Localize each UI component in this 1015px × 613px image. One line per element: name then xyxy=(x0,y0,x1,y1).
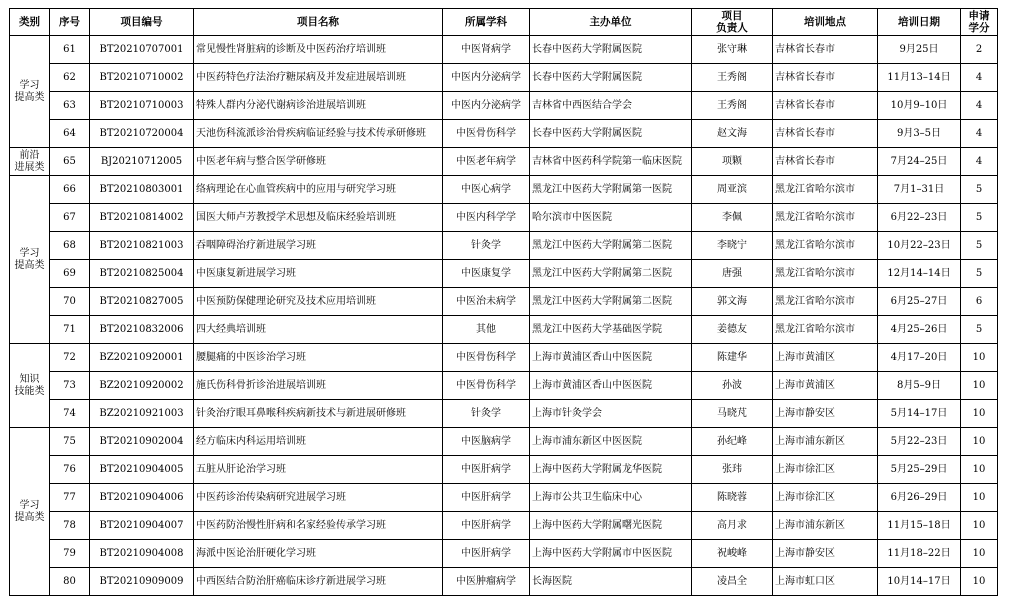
cell-code: BT20210904008 xyxy=(90,540,194,568)
cell-seq: 75 xyxy=(50,428,90,456)
cell-date: 10月22–23日 xyxy=(878,232,961,260)
cell-date: 6月26–29日 xyxy=(878,484,961,512)
cell-host: 黑龙江中医药大学附属第二医院 xyxy=(530,288,692,316)
cell-code: BT20210902004 xyxy=(90,428,194,456)
cell-credit: 4 xyxy=(961,92,998,120)
cell-leader: 凌昌全 xyxy=(692,568,773,596)
cell-name: 中医预防保健理论研究及技术应用培训班 xyxy=(194,288,443,316)
cell-leader: 项颗 xyxy=(692,148,773,176)
cell-credit: 5 xyxy=(961,204,998,232)
cell-discipline: 中医治未病学 xyxy=(443,288,530,316)
cell-discipline: 中医骨伤科学 xyxy=(443,120,530,148)
table-row xyxy=(10,64,998,92)
cell-discipline: 中医脑病学 xyxy=(443,428,530,456)
cell-discipline: 中医骨伤科学 xyxy=(443,372,530,400)
cell-seq: 73 xyxy=(50,372,90,400)
cell-credit: 10 xyxy=(961,456,998,484)
cell-name: 施氏伤科骨折诊治进展培训班 xyxy=(194,372,443,400)
cell-leader: 陈建华 xyxy=(692,344,773,372)
cell-leader: 马晓芃 xyxy=(692,400,773,428)
cell-name: 中医老年病与整合医学研修班 xyxy=(194,148,443,176)
cell-location: 吉林省长春市 xyxy=(773,36,878,64)
cell-name: 中西医结合防治肝癌临床诊疗新进展学习班 xyxy=(194,568,443,596)
cell-seq: 72 xyxy=(50,344,90,372)
cell-date: 9月25日 xyxy=(878,36,961,64)
cell-host: 上海中医药大学附属曙光医院 xyxy=(530,512,692,540)
cell-credit: 10 xyxy=(961,568,998,596)
cell-credit: 6 xyxy=(961,288,998,316)
cell-leader: 高月求 xyxy=(692,512,773,540)
cell-leader: 唐强 xyxy=(692,260,773,288)
cell-category: 前沿 进展类 xyxy=(10,148,50,176)
cell-name: 常见慢性肾脏病的诊断及中医药治疗培训班 xyxy=(194,36,443,64)
cell-discipline: 针灸学 xyxy=(443,232,530,260)
cell-leader: 李佩 xyxy=(692,204,773,232)
table-row xyxy=(10,260,998,288)
cell-code: BT20210904005 xyxy=(90,456,194,484)
cell-leader: 王秀阁 xyxy=(692,92,773,120)
cell-credit: 10 xyxy=(961,484,998,512)
table-row xyxy=(10,316,998,344)
cell-leader: 郭文海 xyxy=(692,288,773,316)
cell-host: 黑龙江中医药大学附属第二医院 xyxy=(530,260,692,288)
cell-name: 国医大师卢芳教授学术思想及临床经验培训班 xyxy=(194,204,443,232)
cell-leader: 张守琳 xyxy=(692,36,773,64)
cell-seq: 66 xyxy=(50,176,90,204)
table-row xyxy=(10,372,998,400)
cell-host: 上海中医药大学附属市中医医院 xyxy=(530,540,692,568)
cell-date: 7月1–31日 xyxy=(878,176,961,204)
cell-location: 上海市徐汇区 xyxy=(773,484,878,512)
cell-credit: 5 xyxy=(961,316,998,344)
cell-discipline: 中医内分泌病学 xyxy=(443,64,530,92)
cell-host: 上海市针灸学会 xyxy=(530,400,692,428)
cell-code: BZ20210920001 xyxy=(90,344,194,372)
cell-name: 吞咽障碍治疗新进展学习班 xyxy=(194,232,443,260)
cell-leader: 陈晓蓉 xyxy=(692,484,773,512)
cell-location: 上海市浦东新区 xyxy=(773,512,878,540)
cell-credit: 2 xyxy=(961,36,998,64)
cell-code: BT20210904007 xyxy=(90,512,194,540)
cell-location: 吉林省长春市 xyxy=(773,148,878,176)
table-row xyxy=(10,484,998,512)
cell-name: 中医康复新进展学习班 xyxy=(194,260,443,288)
cell-location: 上海市静安区 xyxy=(773,540,878,568)
cell-code: BT20210707001 xyxy=(90,36,194,64)
cell-date: 4月17–20日 xyxy=(878,344,961,372)
cell-name: 中医药诊治传染病研究进展学习班 xyxy=(194,484,443,512)
cell-seq: 71 xyxy=(50,316,90,344)
table-row xyxy=(10,92,998,120)
cell-discipline: 中医内科学学 xyxy=(443,204,530,232)
cell-code: BT20210803001 xyxy=(90,176,194,204)
cell-leader: 赵文海 xyxy=(692,120,773,148)
cell-credit: 5 xyxy=(961,176,998,204)
cell-date: 7月24–25日 xyxy=(878,148,961,176)
cell-discipline: 中医康复学 xyxy=(443,260,530,288)
cell-host: 上海市浦东新区中医医院 xyxy=(530,428,692,456)
cell-discipline: 中医心病学 xyxy=(443,176,530,204)
cell-date: 12月14–14日 xyxy=(878,260,961,288)
header-date: 培训日期 xyxy=(878,9,961,36)
cell-code: BT20210814002 xyxy=(90,204,194,232)
cell-code: BZ20210921003 xyxy=(90,400,194,428)
cell-code: BT20210904006 xyxy=(90,484,194,512)
cell-leader: 张玮 xyxy=(692,456,773,484)
cell-name: 特殊人群内分泌代谢病诊治进展培训班 xyxy=(194,92,443,120)
cell-host: 吉林省中西医结合学会 xyxy=(530,92,692,120)
cell-location: 黑龙江省哈尔滨市 xyxy=(773,260,878,288)
table-row xyxy=(10,288,998,316)
cell-category: 学习 提高类 xyxy=(10,176,50,344)
table-row xyxy=(10,120,998,148)
cell-discipline: 中医肿瘤病学 xyxy=(443,568,530,596)
cell-code: BT20210710002 xyxy=(90,64,194,92)
cell-category: 知识 技能类 xyxy=(10,344,50,428)
cell-code: BZ20210920002 xyxy=(90,372,194,400)
table-row xyxy=(10,148,998,176)
cell-name: 中医药特色疗法治疗糖尿病及并发症进展培训班 xyxy=(194,64,443,92)
header-discipline: 所属学科 xyxy=(443,9,530,36)
cell-host: 黑龙江中医药大学附属第一医院 xyxy=(530,176,692,204)
cell-location: 黑龙江省哈尔滨市 xyxy=(773,288,878,316)
cell-name: 四大经典培训班 xyxy=(194,316,443,344)
cell-location: 黑龙江省哈尔滨市 xyxy=(773,232,878,260)
cell-location: 上海市徐汇区 xyxy=(773,456,878,484)
cell-date: 6月25–27日 xyxy=(878,288,961,316)
cell-location: 黑龙江省哈尔滨市 xyxy=(773,204,878,232)
cell-seq: 70 xyxy=(50,288,90,316)
cell-seq: 64 xyxy=(50,120,90,148)
cell-date: 11月13–14日 xyxy=(878,64,961,92)
cell-credit: 4 xyxy=(961,148,998,176)
cell-host: 上海市公共卫生临床中心 xyxy=(530,484,692,512)
cell-location: 黑龙江省哈尔滨市 xyxy=(773,316,878,344)
cell-credit: 4 xyxy=(961,64,998,92)
cell-name: 腰腿痛的中医诊治学习班 xyxy=(194,344,443,372)
cell-code: BT20210832006 xyxy=(90,316,194,344)
cell-discipline: 中医肝病学 xyxy=(443,512,530,540)
cell-credit: 10 xyxy=(961,428,998,456)
table-row xyxy=(10,176,998,204)
cell-discipline: 针灸学 xyxy=(443,400,530,428)
cell-credit: 10 xyxy=(961,540,998,568)
cell-date: 4月25–26日 xyxy=(878,316,961,344)
cell-discipline: 中医肾病学 xyxy=(443,36,530,64)
cell-host: 长春中医药大学附属医院 xyxy=(530,36,692,64)
header-seq: 序号 xyxy=(50,9,90,36)
cell-seq: 74 xyxy=(50,400,90,428)
cell-location: 上海市浦东新区 xyxy=(773,428,878,456)
cell-name: 针灸治疗眼耳鼻喉科疾病新技术与新进展研修班 xyxy=(194,400,443,428)
cell-date: 10月14–17日 xyxy=(878,568,961,596)
cell-code: BT20210710003 xyxy=(90,92,194,120)
cell-code: BT20210909009 xyxy=(90,568,194,596)
cell-name: 五脏从肝论治学习班 xyxy=(194,456,443,484)
cell-name: 天池伤科流派诊治骨疾病临证经验与技术传承研修班 xyxy=(194,120,443,148)
table-row xyxy=(10,204,998,232)
cell-seq: 77 xyxy=(50,484,90,512)
cell-seq: 76 xyxy=(50,456,90,484)
cell-seq: 69 xyxy=(50,260,90,288)
cell-location: 黑龙江省哈尔滨市 xyxy=(773,176,878,204)
table-row xyxy=(10,512,998,540)
cell-location: 吉林省长春市 xyxy=(773,120,878,148)
cell-date: 11月18–22日 xyxy=(878,540,961,568)
cell-discipline: 中医肝病学 xyxy=(443,484,530,512)
cell-seq: 62 xyxy=(50,64,90,92)
cell-credit: 10 xyxy=(961,344,998,372)
cell-credit: 10 xyxy=(961,372,998,400)
cell-category: 学习 提高类 xyxy=(10,428,50,596)
cell-credit: 5 xyxy=(961,232,998,260)
header-name: 项目名称 xyxy=(194,9,443,36)
cell-credit: 10 xyxy=(961,512,998,540)
cell-name: 海派中医论治肝硬化学习班 xyxy=(194,540,443,568)
cell-credit: 5 xyxy=(961,260,998,288)
cell-name: 络病理论在心血管疾病中的应用与研究学习班 xyxy=(194,176,443,204)
header-location: 培训地点 xyxy=(773,9,878,36)
cell-host: 长海医院 xyxy=(530,568,692,596)
cell-leader: 李晓宁 xyxy=(692,232,773,260)
header-host: 主办单位 xyxy=(530,9,692,36)
cell-date: 5月14–17日 xyxy=(878,400,961,428)
cell-seq: 80 xyxy=(50,568,90,596)
cell-leader: 孙纪峰 xyxy=(692,428,773,456)
cell-seq: 78 xyxy=(50,512,90,540)
table-body xyxy=(10,36,998,596)
cell-seq: 61 xyxy=(50,36,90,64)
header-row xyxy=(10,9,998,36)
cell-date: 9月3–5日 xyxy=(878,120,961,148)
cell-location: 上海市黄浦区 xyxy=(773,344,878,372)
cell-seq: 65 xyxy=(50,148,90,176)
cell-name: 经方临床内科运用培训班 xyxy=(194,428,443,456)
cell-seq: 79 xyxy=(50,540,90,568)
cell-discipline: 中医肝病学 xyxy=(443,540,530,568)
cell-host: 哈尔滨市中医医院 xyxy=(530,204,692,232)
cell-credit: 10 xyxy=(961,400,998,428)
cell-date: 11月15–18日 xyxy=(878,512,961,540)
cell-code: BJ20210712005 xyxy=(90,148,194,176)
table-row xyxy=(10,456,998,484)
table-row xyxy=(10,400,998,428)
header-leader: 项目 负责人 xyxy=(692,9,773,36)
cell-host: 长春中医药大学附属医院 xyxy=(530,64,692,92)
cell-leader: 王秀阁 xyxy=(692,64,773,92)
cell-location: 吉林省长春市 xyxy=(773,64,878,92)
cell-discipline: 中医肝病学 xyxy=(443,456,530,484)
cell-location: 上海市虹口区 xyxy=(773,568,878,596)
cell-discipline: 中医骨伤科学 xyxy=(443,344,530,372)
cell-name: 中医药防治慢性肝病和名家经验传承学习班 xyxy=(194,512,443,540)
cell-host: 长春中医药大学附属医院 xyxy=(530,120,692,148)
cell-location: 上海市静安区 xyxy=(773,400,878,428)
cell-host: 上海市黄浦区香山中医医院 xyxy=(530,372,692,400)
header-credit: 申请 学分 xyxy=(961,9,998,36)
table-row xyxy=(10,540,998,568)
cell-leader: 祝峻峰 xyxy=(692,540,773,568)
cell-host: 上海中医药大学附属龙华医院 xyxy=(530,456,692,484)
cell-host: 吉林省中医药科学院第一临床医院 xyxy=(530,148,692,176)
table-row xyxy=(10,428,998,456)
cell-leader: 姜德友 xyxy=(692,316,773,344)
cell-code: BT20210825004 xyxy=(90,260,194,288)
header-category: 类别 xyxy=(10,9,50,36)
cell-code: BT20210827005 xyxy=(90,288,194,316)
cell-code: BT20210821003 xyxy=(90,232,194,260)
cell-date: 5月25–29日 xyxy=(878,456,961,484)
course-table xyxy=(9,8,998,596)
cell-host: 黑龙江中医药大学附属第二医院 xyxy=(530,232,692,260)
cell-date: 8月5–9日 xyxy=(878,372,961,400)
table-row xyxy=(10,344,998,372)
cell-category: 学习 提高类 xyxy=(10,36,50,148)
cell-seq: 67 xyxy=(50,204,90,232)
cell-credit: 4 xyxy=(961,120,998,148)
table-row xyxy=(10,36,998,64)
header-code: 项目编号 xyxy=(90,9,194,36)
cell-code: BT20210720004 xyxy=(90,120,194,148)
cell-discipline: 其他 xyxy=(443,316,530,344)
cell-seq: 63 xyxy=(50,92,90,120)
table-row xyxy=(10,232,998,260)
table-row xyxy=(10,568,998,596)
cell-leader: 周亚滨 xyxy=(692,176,773,204)
cell-date: 10月9–10日 xyxy=(878,92,961,120)
cell-location: 上海市黄浦区 xyxy=(773,372,878,400)
cell-location: 吉林省长春市 xyxy=(773,92,878,120)
cell-host: 上海市黄浦区香山中医医院 xyxy=(530,344,692,372)
cell-date: 5月22–23日 xyxy=(878,428,961,456)
cell-discipline: 中医内分泌病学 xyxy=(443,92,530,120)
cell-leader: 孙波 xyxy=(692,372,773,400)
cell-date: 6月22–23日 xyxy=(878,204,961,232)
cell-host: 黑龙江中医药大学基础医学院 xyxy=(530,316,692,344)
cell-seq: 68 xyxy=(50,232,90,260)
cell-discipline: 中医老年病学 xyxy=(443,148,530,176)
